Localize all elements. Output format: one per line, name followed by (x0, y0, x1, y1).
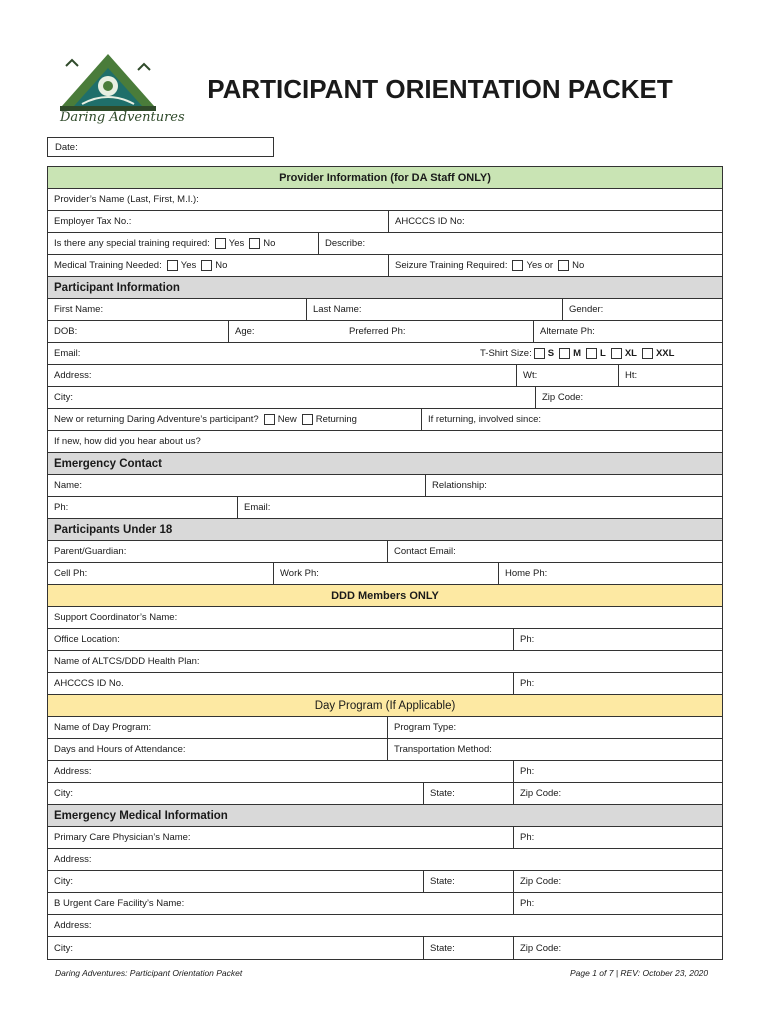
seizure-training-label: Seizure Training Required: (395, 260, 508, 271)
day-state-field[interactable]: State: (423, 783, 513, 804)
day-city-field[interactable]: City: (54, 788, 73, 799)
urgent-city-row (48, 937, 722, 959)
physician-city-field[interactable]: City: (54, 876, 73, 887)
participant-email-field[interactable]: Email: (54, 348, 81, 359)
logo-text: Daring Adventures (60, 110, 185, 125)
physician-field[interactable]: Primary Care Physician’s Name: (54, 832, 191, 843)
urgent-address-row (48, 915, 722, 937)
physician-phone-field[interactable]: Ph: (513, 827, 722, 848)
ddd-ahcccs-field[interactable]: AHCCCS ID No. (54, 678, 124, 689)
day-city-row (48, 783, 722, 805)
tshirt-m-label: M (573, 348, 582, 359)
medical-no-checkbox[interactable] (201, 260, 212, 271)
day-program-name-field[interactable]: Name of Day Program: (54, 722, 152, 733)
ddd-ahcccs-row (48, 673, 722, 695)
special-training-no-label: No (263, 238, 276, 249)
tshirt-label: T-Shirt Size: (480, 348, 532, 359)
urgent-care-field[interactable]: B Urgent Care Facility’s Name: (54, 898, 185, 909)
hear-about-row (48, 431, 722, 453)
participant-header-row (48, 277, 722, 299)
medical-header-row (48, 805, 722, 827)
program-type-field[interactable]: Program Type: (387, 717, 722, 738)
under18-header: Participants Under 18 (48, 519, 722, 540)
health-plan-field[interactable]: Name of ALTCS/DDD Health Plan: (54, 656, 200, 667)
physician-state-field[interactable]: State: (423, 871, 513, 892)
day-header-row (48, 695, 722, 717)
cell-phone-field[interactable]: Cell Ph: (54, 568, 88, 579)
ddd-header-row (48, 585, 722, 607)
day-phone-field[interactable]: Ph: (513, 761, 722, 782)
employer-tax-field[interactable]: Employer Tax No.: (54, 216, 132, 227)
provider-name-field[interactable]: Provider’s Name (Last, First, M.I.): (54, 194, 199, 205)
emergency-name-field[interactable]: Name: (54, 480, 82, 491)
medical-yes-checkbox[interactable] (167, 260, 178, 271)
new-label: New (277, 414, 297, 425)
seizure-no-checkbox[interactable] (558, 260, 569, 271)
tshirt-s-label: S (547, 348, 555, 359)
new-checkbox[interactable] (264, 414, 275, 425)
seizure-yes-label: Yes or (526, 260, 554, 271)
new-returning-label: New or returning Daring Adventure’s participant? (54, 414, 259, 425)
special-training-yes-label: Yes (228, 238, 245, 249)
work-phone-field[interactable]: Work Ph: (273, 563, 498, 584)
office-phone-field[interactable]: Ph: (513, 629, 722, 650)
participant-city-field[interactable]: City: (54, 392, 73, 403)
tshirt-xl-label: XL (624, 348, 637, 359)
participant-zip-field[interactable]: Zip Code: (535, 387, 722, 408)
medical-no-label: No (215, 260, 228, 271)
tshirt-l-checkbox[interactable] (586, 348, 597, 359)
special-training-row (48, 233, 722, 255)
physician-address-row (48, 849, 722, 871)
height-field[interactable]: Ht: (618, 365, 722, 386)
tshirt-xxl-checkbox[interactable] (642, 348, 653, 359)
tshirt-m-checkbox[interactable] (559, 348, 570, 359)
relationship-field[interactable]: Relationship: (425, 475, 722, 496)
tshirt-xxl-label: XXL (655, 348, 675, 359)
guardian-field[interactable]: Parent/Guardian: (54, 546, 127, 557)
gender-field[interactable]: Gender: (562, 299, 722, 320)
returning-checkbox[interactable] (302, 414, 313, 425)
hear-about-field[interactable]: If new, how did you hear about us? (54, 436, 201, 447)
health-plan-row (48, 651, 722, 673)
emergency-header: Emergency Contact (48, 453, 722, 474)
involved-since-field[interactable]: If returning, involved since: (421, 409, 722, 430)
support-coordinator-row (48, 607, 722, 629)
emergency-phone-row (48, 497, 722, 519)
participant-address-row (48, 365, 722, 387)
participant-dob-row (48, 321, 722, 343)
physician-row (48, 827, 722, 849)
orientation-form (47, 166, 723, 960)
alternate-phone-field[interactable]: Alternate Ph: (533, 321, 722, 342)
seizure-yes-checkbox[interactable] (512, 260, 523, 271)
special-training-no-checkbox[interactable] (249, 238, 260, 249)
physician-zip-field[interactable]: Zip Code: (513, 871, 722, 892)
guardian-phone-row (48, 563, 722, 585)
special-training-label: Is there any special training required: (54, 238, 210, 249)
day-zip-field[interactable]: Zip Code: (513, 783, 722, 804)
medical-header: Emergency Medical Information (48, 805, 722, 826)
describe-field[interactable]: Describe: (318, 233, 722, 254)
physician-city-row (48, 871, 722, 893)
day-address-row (48, 761, 722, 783)
special-training-yes-checkbox[interactable] (215, 238, 226, 249)
participant-name-row (48, 299, 722, 321)
emergency-email-field[interactable]: Email: (237, 497, 722, 518)
office-location-field[interactable]: Office Location: (54, 634, 120, 645)
tshirt-s-checkbox[interactable] (534, 348, 545, 359)
ddd-header: DDD Members ONLY (48, 585, 722, 606)
medical-training-label: Medical Training Needed: (54, 260, 162, 271)
footer-right: Page 1 of 7 | REV: October 23, 2020 (570, 968, 709, 978)
provider-name-row (48, 189, 722, 211)
ddd-phone-field[interactable]: Ph: (513, 673, 722, 694)
emergency-name-row (48, 475, 722, 497)
tshirt-l-label: L (600, 348, 606, 359)
day-program-header: Day Program (If Applicable) (48, 695, 722, 716)
tshirt-xl-checkbox[interactable] (611, 348, 622, 359)
new-returning-row (48, 409, 722, 431)
dob-field[interactable]: DOB: (54, 326, 78, 337)
days-hours-field[interactable]: Days and Hours of Attendance: (54, 744, 186, 755)
emergency-header-row (48, 453, 722, 475)
urgent-care-row (48, 893, 722, 915)
contact-email-field[interactable]: Contact Email: (387, 541, 722, 562)
participant-city-row (48, 387, 722, 409)
preferred-phone-field[interactable]: Preferred Ph: (349, 326, 406, 337)
participant-address-field[interactable]: Address: (54, 370, 92, 381)
seizure-no-label: No (572, 260, 585, 271)
weight-field[interactable]: Wt: (516, 365, 618, 386)
urgent-city-field[interactable]: City: (54, 942, 73, 954)
date-field[interactable]: Date: (47, 137, 274, 157)
participant-header: Participant Information (48, 277, 722, 298)
footer-left: Daring Adventures: Participant Orientation Packet (55, 968, 243, 978)
day-name-row (48, 717, 722, 739)
medical-yes-label: Yes (180, 260, 197, 271)
home-phone-field[interactable]: Home Ph: (498, 563, 722, 584)
urgent-address-field[interactable]: Address: (54, 920, 92, 931)
provider-header-row (48, 167, 722, 189)
provider-header: Provider Information (for DA Staff ONLY) (48, 167, 722, 188)
support-coordinator-field[interactable]: Support Coordinator’s Name: (54, 612, 178, 623)
under18-header-row (48, 519, 722, 541)
physician-address-field[interactable]: Address: (54, 854, 92, 865)
transportation-field[interactable]: Transportation Method: (387, 739, 722, 760)
page-title: PARTICIPANT ORIENTATION PACKET (207, 74, 673, 104)
emergency-phone-field[interactable]: Ph: (54, 502, 69, 513)
office-location-row (48, 629, 722, 651)
participant-email-row (48, 343, 722, 365)
first-name-field[interactable]: First Name: (54, 304, 104, 315)
provider-tax-row (48, 211, 722, 233)
urgent-state-field[interactable]: State: (423, 937, 513, 959)
day-hours-row (48, 739, 722, 761)
medical-training-row (48, 255, 722, 277)
provider-ahcccs-field[interactable]: AHCCCS ID No: (388, 211, 722, 232)
day-address-field[interactable]: Address: (54, 766, 92, 777)
last-name-field[interactable]: Last Name: (306, 299, 562, 320)
urgent-zip-field[interactable]: Zip Code: (513, 937, 722, 959)
age-field[interactable]: Age: (228, 321, 343, 342)
guardian-row (48, 541, 722, 563)
returning-label: Returning (315, 414, 357, 425)
urgent-care-phone-field[interactable]: Ph: (513, 893, 722, 914)
